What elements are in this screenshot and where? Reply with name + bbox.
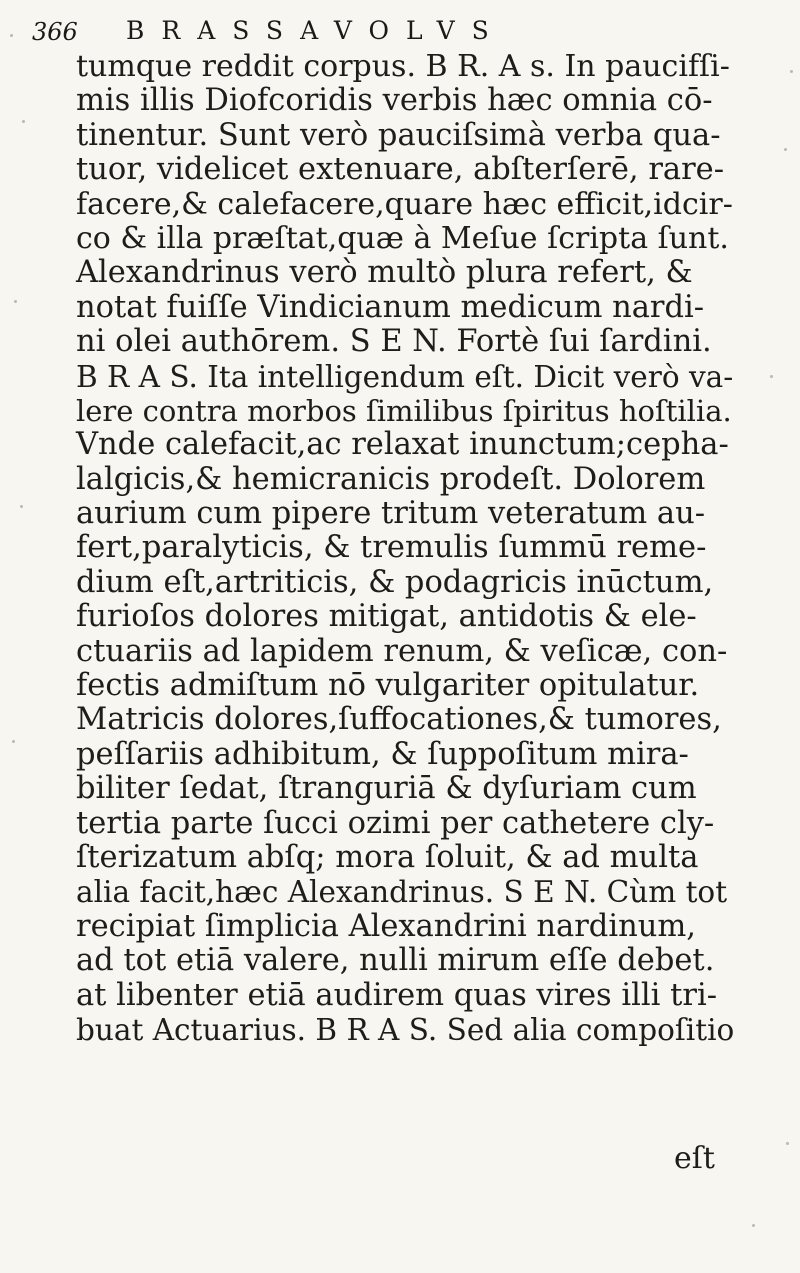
text-line: lere contra morbos ſimilibus ſpiritus hoſtilia. (76, 393, 732, 428)
text-line: biliter ſedat, ſtranguriā & dyſuriam cum (76, 771, 697, 807)
text-line: tuor, videlicet extenuare, abſterſerē, rare- (76, 152, 725, 188)
text-line: fert,paralyticis, & tremulis ſummū reme- (76, 530, 707, 566)
text-line: co & illa præſtat,quæ à Meſue ſcripta ſunt. (76, 220, 729, 256)
text-line: facere,& calefacere,quare hæc efficit,idcir- (76, 186, 733, 222)
ink-speck (10, 34, 13, 37)
body-text (76, 49, 735, 1047)
text-line: alia facit,hæc Alexandrinus. S E N. Cùm tot (76, 875, 728, 910)
text-line: Vnde calefacit,ac relaxat inunctum;cepha- (76, 427, 729, 463)
text-line: tumque reddit corpus. B R. A s. In paucifſi- (76, 49, 730, 84)
text-line: fectis admiſtum nō vulgariter opitulatur. (76, 668, 700, 704)
text-line: ctuariis ad lapidem renum, & veſicæ, con- (76, 633, 728, 669)
page-header (26, 8, 746, 52)
ink-speck (786, 1142, 789, 1145)
ink-speck (12, 740, 15, 743)
text-line: at libenter etiā audirem quas vires illi tri- (76, 977, 718, 1013)
ink-speck (14, 300, 17, 303)
text-line: lalgicis,& hemicranicis prodeſt. Dolorem (76, 461, 706, 497)
text-line: furioſos dolores mitigat, antidotis & ele- (76, 599, 697, 635)
text-line: tinentur. Sunt verò pauciſsimà verba qua- (76, 117, 721, 153)
catchword: eſt (674, 1141, 715, 1176)
folio-number: 366 (32, 18, 78, 46)
text-line: recipiat ſimplicia Alexandrini nardinum, (76, 908, 696, 944)
running-title: BRASSAVOLVS (126, 16, 506, 45)
ink-speck (784, 148, 787, 151)
ink-speck (770, 375, 773, 378)
ink-speck (752, 1224, 755, 1227)
text-line: Alexandrinus verò multò plura refert, & (76, 255, 693, 291)
ink-speck (20, 505, 23, 508)
text-line: buat Actuarius. B R A S. Sed alia compoſitio (76, 1012, 735, 1047)
text-line: dium eſt,artriticis, & podagricis inūctum, (76, 564, 714, 600)
text-line: notat fuiſſe Vindicianum medicum nardi- (76, 289, 705, 325)
text-line: tertia parte ſucci ozimi per cathetere cly- (76, 805, 715, 841)
text-line: ſterizatum abſq; mora ſoluit, & ad multa (76, 839, 699, 875)
ink-speck (790, 70, 793, 73)
text-line: ni olei authōrem. S E N. Fortè ſui ſardini. (76, 324, 712, 360)
ink-speck (22, 120, 25, 123)
text-line: aurium cum pipere tritum veteratum au- (76, 496, 706, 532)
text-line: mis illis Diofcoridis verbis hæc omnia cō- (76, 83, 713, 119)
text-line: B R A S. Ita intelligendum eſt. Dicit verò va- (76, 359, 734, 394)
text-line: ad tot etiā valere, nulli mirum eſſe debet. (76, 943, 715, 979)
text-line: peſſariis adhibitum, & ſuppoſitum mira- (76, 736, 689, 772)
text-line: Matricis dolores,ſuffocationes,& tumores, (76, 702, 722, 738)
